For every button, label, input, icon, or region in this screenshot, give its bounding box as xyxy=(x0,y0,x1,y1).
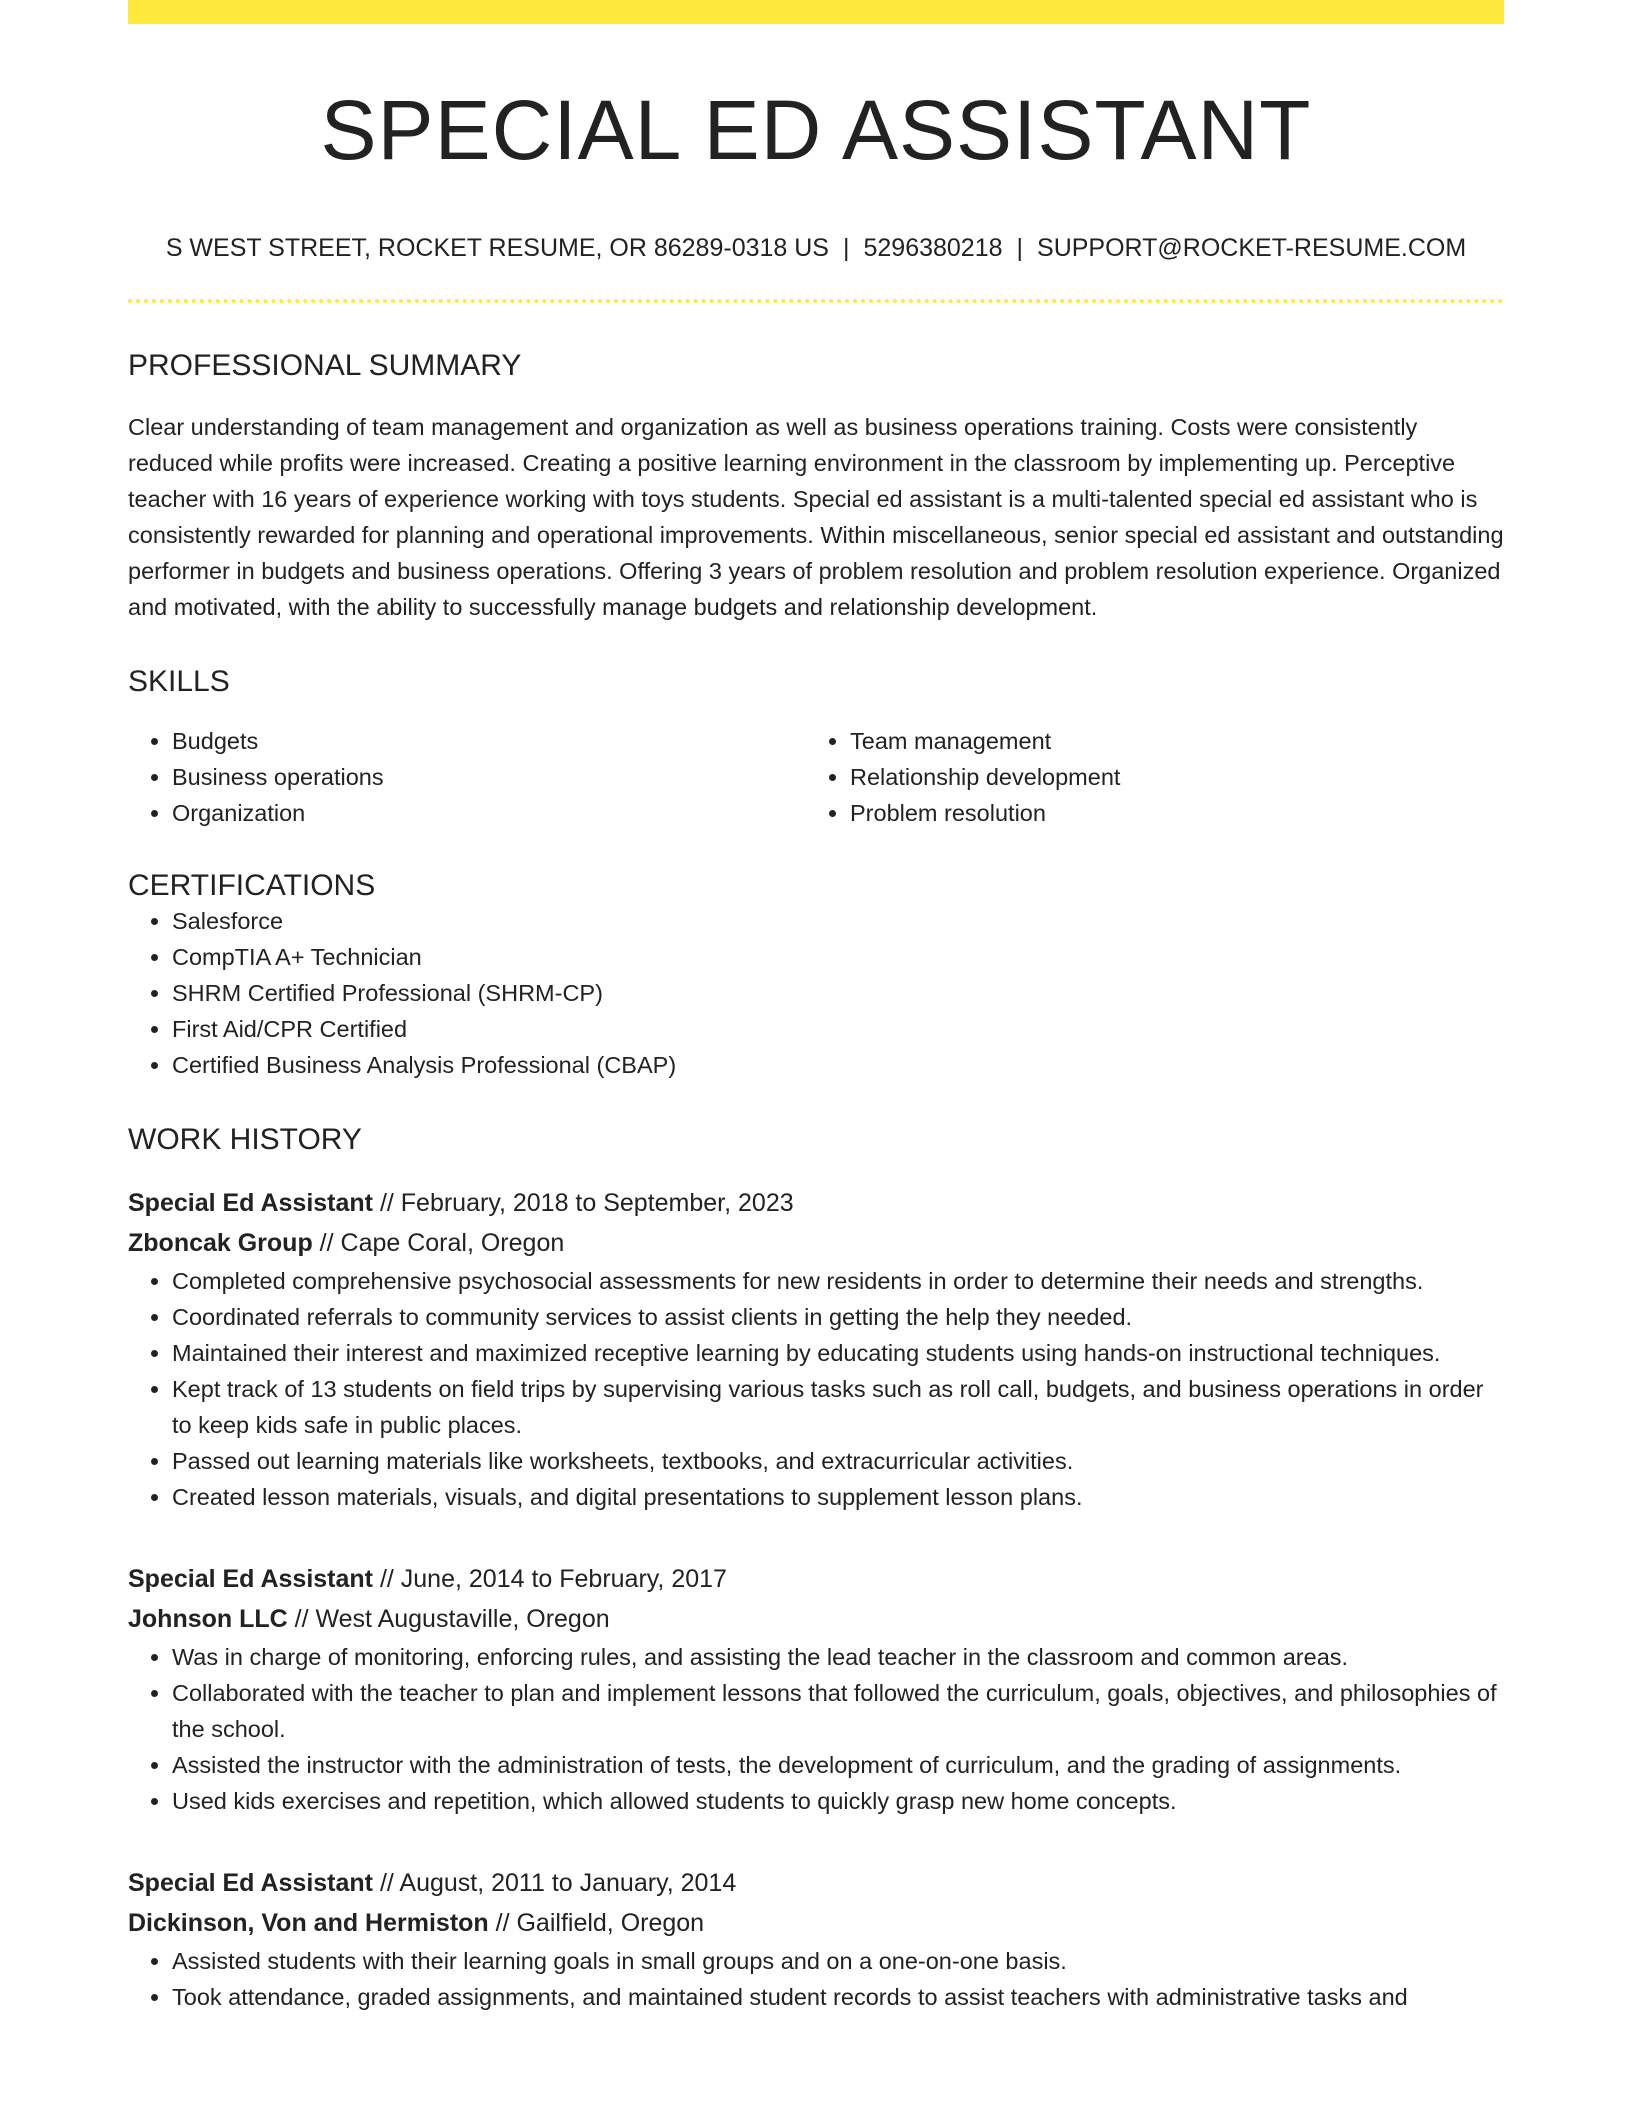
job-company: Johnson LLC xyxy=(128,1605,288,1634)
job-bullet: • Completed comprehensive psychosocial assessments for new residents in order to determine their needs and strengths. xyxy=(172,1263,1504,1299)
job-bullet: • Kept track of 13 students on field trips by supervising various tasks such as roll call, budgets, and business operations in order to keep kids safe in public places. xyxy=(172,1371,1504,1443)
job-dates: // June, 2014 to February, 2017 xyxy=(373,1565,727,1594)
job-company-line xyxy=(128,1903,1504,1943)
job-location: // West Augustaville, Oregon xyxy=(287,1605,610,1634)
certification-item: • First Aid/CPR Certified xyxy=(172,1011,1504,1047)
resume-title: SPECIAL ED ASSISTANT xyxy=(320,83,1312,177)
job-bullet: • Coordinated referrals to community services to assist clients in getting the help they needed. xyxy=(172,1299,1504,1335)
job-bullet-list xyxy=(128,1943,1504,2015)
job-bullet: • Collaborated with the teacher to plan and implement lessons that followed the curriculum, goals, objectives, and philosophies of the school. xyxy=(172,1675,1504,1747)
certifications-list xyxy=(128,903,1504,1083)
job-company-line xyxy=(128,1599,1504,1639)
skill-item: • Relationship development xyxy=(850,759,1484,795)
summary-text: Clear understanding of team management and organization as well as business operations training. Costs were consistently reduced while profits were increased. Creating a positive learning environment in the classroom by implementing up. Perceptive teacher with 16 years of experience working with toys students. Special ed assistant is a multi-talented special ed assistant who is consistently rewarded for planning and operational improvements. Within miscellaneous, senior special ed assistant and outstanding performer in budgets and business operations. Offering 3 years of problem resolution and problem resolution experience. Organized and motivated, with the ability to successfully manage budgets and relationship development. xyxy=(128,414,1504,621)
skills-column-right xyxy=(806,723,1484,831)
job-bullet: • Created lesson materials, visuals, and digital presentations to supplement lesson plans. xyxy=(172,1479,1504,1515)
skill-item: • Team management xyxy=(850,723,1484,759)
job-location: // Gailfield, Oregon xyxy=(488,1909,705,1938)
certification-item: • Salesforce xyxy=(172,903,1504,939)
skills-list-left xyxy=(128,723,806,831)
job-title-line xyxy=(128,1559,1504,1599)
dotted-divider xyxy=(128,299,1504,303)
job-bullet-list xyxy=(128,1639,1504,1819)
contact-line xyxy=(128,234,1504,263)
job-entry xyxy=(128,1863,1504,2015)
job-entry xyxy=(128,1183,1504,1515)
contact-separator: | xyxy=(842,234,850,263)
job-title-line xyxy=(128,1863,1504,1903)
skill-item: • Budgets xyxy=(172,723,806,759)
skill-item: • Business operations xyxy=(172,759,806,795)
job-bullet: • Used kids exercises and repetition, which allowed students to quickly grasp new home concepts. xyxy=(172,1783,1504,1819)
skills-heading: SKILLS xyxy=(128,665,230,699)
job-company: Dickinson, Von and Hermiston xyxy=(128,1909,489,1938)
job-title-line xyxy=(128,1183,1504,1223)
certification-item: • SHRM Certified Professional (SHRM-CP) xyxy=(172,975,1504,1011)
skills-grid xyxy=(128,723,1504,831)
job-bullet: • Assisted students with their learning goals in small groups and on a one-on-one basis. xyxy=(172,1943,1504,1979)
resume-page xyxy=(128,0,1504,2015)
skills-column-left xyxy=(128,723,806,831)
job-title: Special Ed Assistant xyxy=(128,1189,373,1218)
job-dates: // February, 2018 to September, 2023 xyxy=(373,1189,794,1218)
job-entry xyxy=(128,1559,1504,1819)
job-company: Zboncak Group xyxy=(128,1229,313,1258)
address: S WEST STREET, ROCKET RESUME, OR 86289-0318 US xyxy=(165,234,829,263)
job-title: Special Ed Assistant xyxy=(128,1565,373,1594)
contact-separator: | xyxy=(1016,234,1024,263)
job-bullet: • Was in charge of monitoring, enforcing rules, and assisting the lead teacher in the classroom and common areas. xyxy=(172,1639,1504,1675)
job-bullet: • Assisted the instructor with the administration of tests, the development of curriculum, and the grading of assignments. xyxy=(172,1747,1504,1783)
skill-item: • Organization xyxy=(172,795,806,831)
job-title: Special Ed Assistant xyxy=(128,1869,373,1898)
skills-list-right xyxy=(806,723,1484,831)
accent-bar xyxy=(128,0,1504,24)
certification-item: • Certified Business Analysis Professional (CBAP) xyxy=(172,1047,1504,1083)
skill-item: • Problem resolution xyxy=(850,795,1484,831)
work-history-heading: WORK HISTORY xyxy=(128,1123,362,1157)
email-link[interactable]: SUPPORT@ROCKET-RESUME.COM xyxy=(1037,234,1467,263)
phone: 5296380218 xyxy=(863,234,1003,263)
certification-item: • CompTIA A+ Technician xyxy=(172,939,1504,975)
job-company-line xyxy=(128,1223,1504,1263)
job-location: // Cape Coral, Oregon xyxy=(312,1229,565,1258)
summary-heading: PROFESSIONAL SUMMARY xyxy=(128,349,522,383)
job-bullet-list xyxy=(128,1263,1504,1515)
job-bullet: • Passed out learning materials like worksheets, textbooks, and extracurricular activities. xyxy=(172,1443,1504,1479)
job-bullet: • Took attendance, graded assignments, and maintained student records to assist teachers with administrative tasks and xyxy=(172,1979,1504,2015)
job-bullet: • Maintained their interest and maximized receptive learning by educating students using hands-on instructional techniques. xyxy=(172,1335,1504,1371)
job-dates: // August, 2011 to January, 2014 xyxy=(373,1869,737,1898)
certifications-heading: CERTIFICATIONS xyxy=(128,869,376,903)
